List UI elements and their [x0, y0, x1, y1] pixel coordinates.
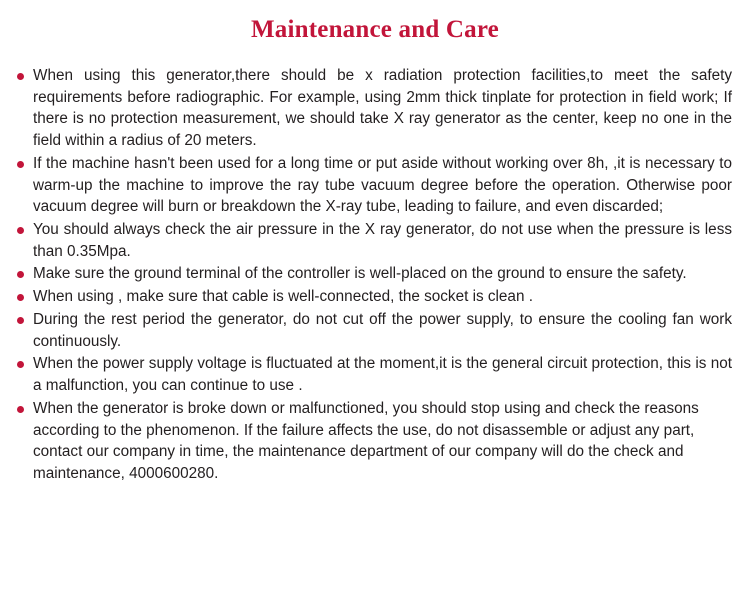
list-item [0, 153, 750, 218]
list-item-text: You should always check the air pressure in the X ray generator, do not use when the pressure is less than 0.35Mpa. [33, 221, 732, 260]
bullet-dot-icon [17, 406, 24, 413]
list-item-text: During the rest period the generator, do not cut off the power supply, to ensure the cooling fan work continuously. [33, 310, 732, 350]
list-item-text: When the generator is broke down or malfunctioned, you should stop using and check the reasons according to the phenomenon. If the failure affects the use, do not disassemble or adjust any part, contact our company in time, the maintenance department of our company will do the check and maintenance, 4000600280. [33, 399, 699, 482]
page-title: Maintenance and Care [251, 16, 499, 43]
list-item-text: Make sure the ground terminal of the controller is well-placed on the ground to ensure the safety. [33, 265, 687, 283]
bullet-dot-icon [17, 317, 24, 324]
list-item-text: When using , make sure that cable is well-connected, the socket is clean . [33, 288, 533, 306]
list-item-text: If the machine hasn't been used for a long time or put aside without working over 8h, ,it is necessary to warm-up the machine to improve the ray tube vacuum degree before the operation. Otherwise poor vacuum degree will burn or breakdown the X-ray tube, leading to failure, and even discarded; [33, 154, 732, 216]
bullet-dot-icon [17, 161, 24, 168]
list-item [0, 309, 750, 352]
list-item [0, 353, 750, 396]
list-item-text: When the power supply voltage is fluctuated at the moment,it is the general circuit protection, this is not a malfunction, you can continue to use . [33, 355, 732, 395]
list-item [0, 286, 750, 308]
list-item [0, 219, 750, 262]
list-item-text: When using this generator,there should be x radiation protection facilities,to meet the safety requirements before radiographic. For example, using 2mm thick tinplate for protection in field work; If there is no protection measurement, we should take X ray generator as the center, keep no one in the field within a radius of 20 meters. [33, 67, 732, 150]
bullet-dot-icon [17, 271, 24, 278]
list-item [0, 263, 750, 285]
bullet-dot-icon [17, 361, 24, 368]
bullet-dot-icon [17, 227, 24, 234]
list-item [0, 65, 750, 152]
list-item [0, 398, 750, 485]
maintenance-bullet-list [0, 65, 750, 485]
bullet-dot-icon [17, 294, 24, 301]
bullet-dot-icon [17, 73, 24, 80]
